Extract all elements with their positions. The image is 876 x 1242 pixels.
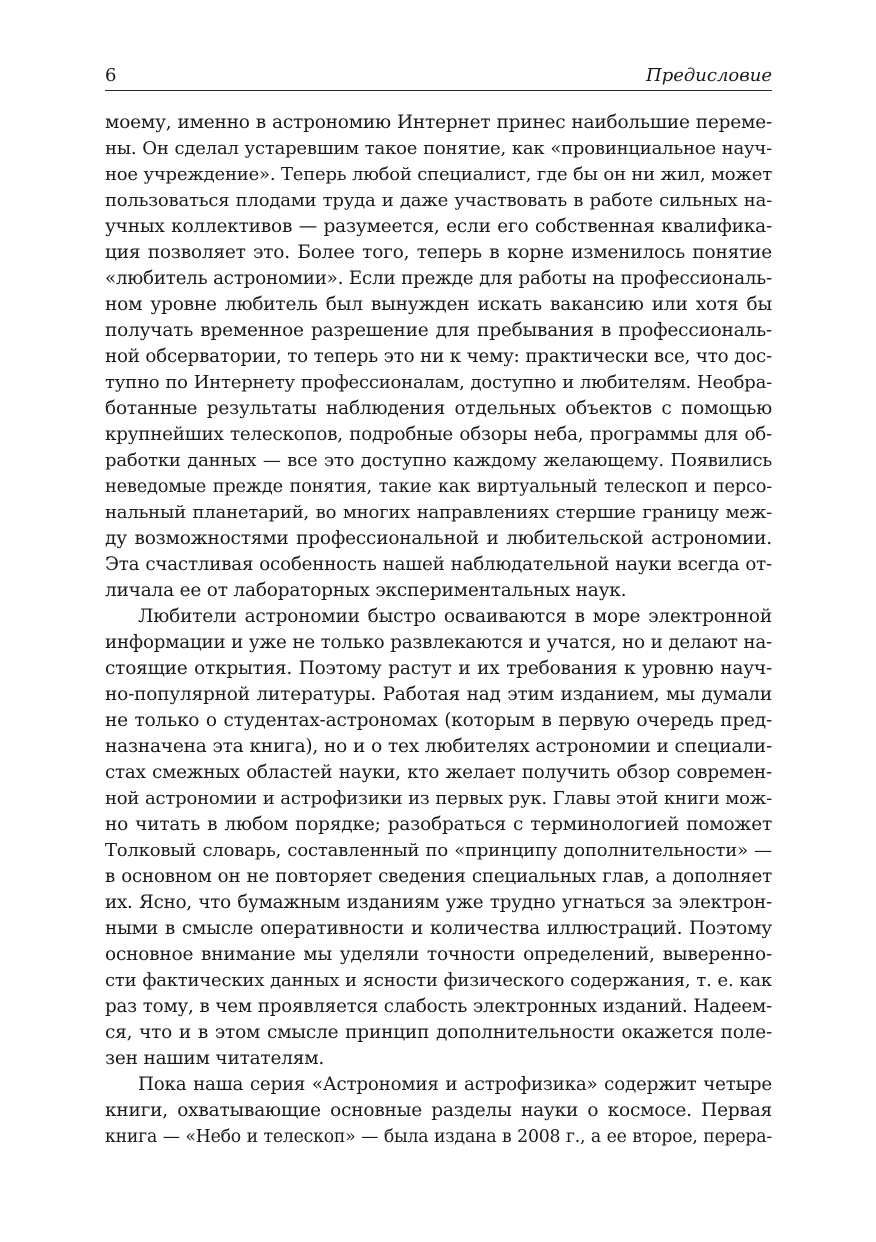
text-line: не только о студентах-астрономах (которым в первую очередь пред- [105, 710, 772, 731]
text-line: ной астрономии и астрофизики из первых рук. Главы этой книги мож- [105, 788, 772, 809]
text-line: но-популярной литературы. Работая над этим изданием, мы думали [105, 684, 772, 705]
text-line: стах смежных областей науки, кто желает получить обзор современ- [105, 762, 772, 783]
text-line: Эта счастливая особенность нашей наблюдательной науки всегда от- [105, 554, 772, 575]
text-line: раз тому, в чем проявляется слабость электронных изданий. Надеем- [105, 996, 772, 1017]
paragraph [105, 110, 772, 604]
paragraph [105, 1072, 772, 1150]
body-text [105, 110, 772, 1150]
text-line: ной обсерватории, то теперь это ни к чему: практически все, что дос- [105, 346, 772, 367]
text-line: моему, именно в астрономию Интернет принес наибольшие переме- [105, 112, 772, 133]
text-line: тупно по Интернету профессионалам, доступно и любителям. Необра- [105, 372, 772, 393]
text-line: ное учреждение». Теперь любой специалист, где бы он ни жил, может [105, 164, 772, 185]
text-line: ду возможностями профессиональной и любительской астрономии. [105, 528, 772, 549]
text-line: Пока наша серия «Астрономия и астрофизика» содержит четыре [138, 1074, 772, 1095]
text-line: получать временное разрешение для пребывания в профессиональ- [105, 320, 772, 341]
text-line: основное внимание мы уделяли точности определений, выверенно- [105, 944, 772, 965]
text-line: книга — «Небо и телескоп» — была издана в 2008 г., а ее второе, перера- [105, 1127, 772, 1147]
text-line: ботанные результаты наблюдения отдельных объектов с помощью [105, 398, 772, 419]
running-title: Предисловие [646, 65, 772, 86]
text-line: работки данных — все это доступно каждому желающему. Появились [105, 450, 772, 471]
text-line: ны. Он сделал устаревшим такое понятие, как «провинциальное науч- [105, 138, 772, 159]
text-line: пользоваться плодами труда и даже участвовать в работе сильных на- [105, 190, 772, 211]
text-line: но читать в любом порядке; разобраться с терминологией поможет [105, 814, 772, 835]
text-line: Любители астрономии быстро осваиваются в море электронной [138, 606, 772, 627]
text-line: ными в смысле оперативности и количества иллюстраций. Поэтому [105, 918, 772, 939]
text-line: крупнейших телескопов, подробные обзоры неба, программы для об- [105, 424, 772, 445]
text-line: книги, охватывающие основные разделы науки о космосе. Первая [105, 1100, 772, 1121]
text-line: Толковый словарь, составленный по «принципу дополнительности» — [105, 840, 772, 861]
page-number: 6 [105, 65, 117, 86]
text-line: зен нашим читателям. [105, 1048, 325, 1069]
text-line: нальный планетарий, во многих направлениях стершие границу меж- [105, 502, 772, 523]
text-line: стоящие открытия. Поэтому растут и их требования к уровню науч- [105, 658, 772, 679]
text-line: личала ее от лабораторных экспериментальных наук. [105, 580, 627, 601]
text-line: информации и уже не только развлекаются и учатся, но и делают на- [105, 632, 772, 653]
text-line: в основном он не повторяет сведения специальных глав, а дополняет [105, 866, 772, 887]
text-line: неведомые прежде понятия, такие как виртуальный телескоп и персо- [105, 477, 772, 497]
page-header [105, 66, 772, 91]
text-line: сти фактических данных и ясности физического содержания, т. е. как [105, 970, 772, 991]
text-line: назначена эта книга), но и о тех любителях астрономии и специали- [105, 736, 772, 757]
paragraph [105, 604, 772, 1072]
text-line: их. Ясно, что бумажным изданиям уже трудно угнаться за электрон- [105, 892, 772, 913]
text-line: учных коллективов — разумеется, если его собственная квалифика- [105, 216, 772, 237]
text-line: ция позволяет это. Более того, теперь в корне изменилось понятие [105, 242, 772, 263]
text-line: «любитель астрономии». Если прежде для работы на профессиональ- [105, 268, 772, 289]
text-line: ся, что и в этом смысле принцип дополнительности окажется поле- [105, 1022, 772, 1043]
text-line: ном уровне любитель был вынужден искать вакансию или хотя бы [105, 294, 772, 315]
